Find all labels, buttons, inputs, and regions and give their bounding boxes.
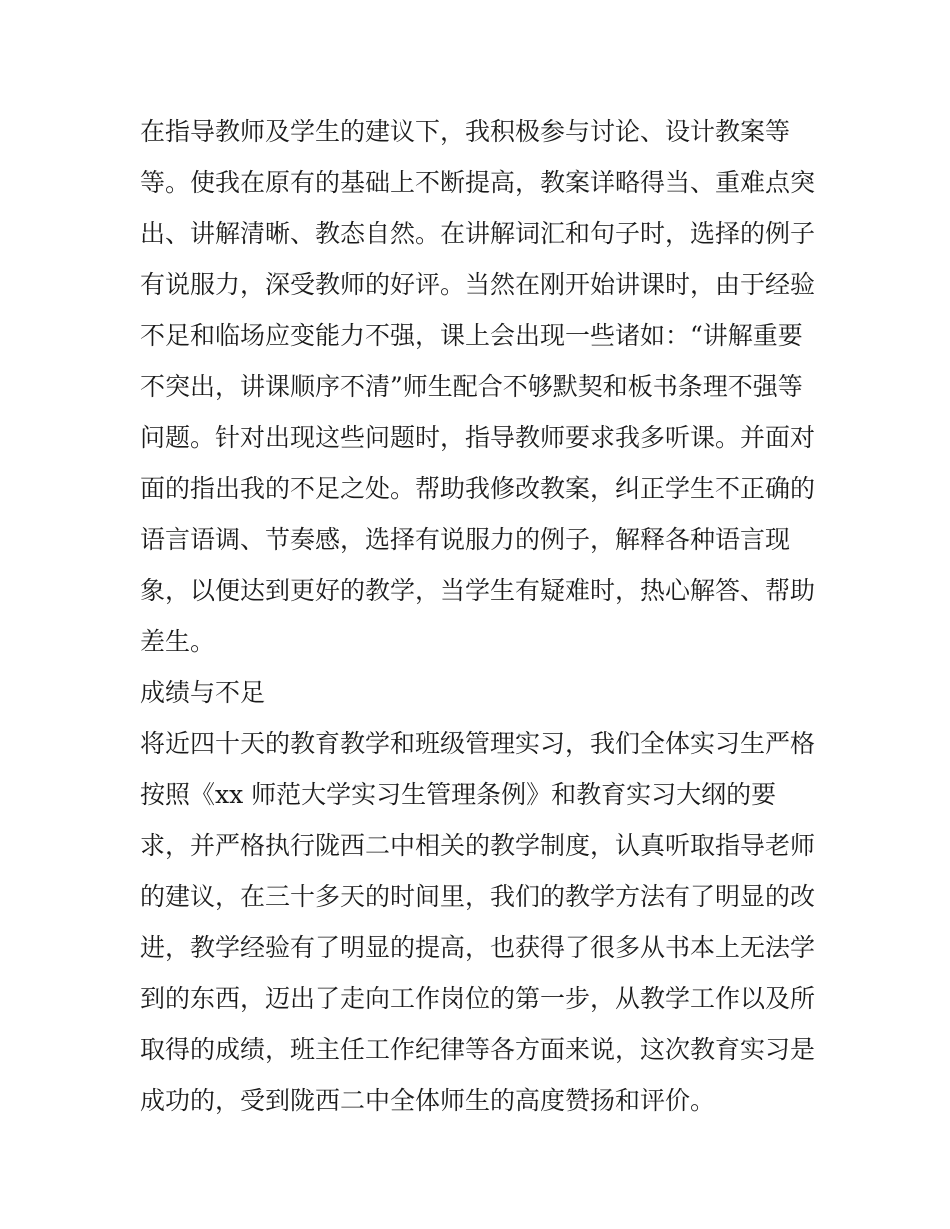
- text-line: 将近四十天的教育教学和班级管理实习，我们全体实习生严格: [140, 729, 816, 758]
- text-line: 语言语调、节奏感，选择有说服力的例子，解释各种语言现: [140, 525, 791, 554]
- text-line: 象，以便达到更好的教学，当学生有疑难时，热心解答、帮助: [140, 576, 816, 605]
- text-line: 成功的，受到陇西二中全体师生的高度赞扬和评价。: [140, 1086, 716, 1115]
- text-line: 等。使我在原有的基础上不断提高，教案详略得当、重难点突: [140, 168, 816, 197]
- text-line: 按照《xx 师范大学实习生管理条例》和教育实习大纲的要: [140, 780, 777, 809]
- text-line: 在指导教师及学生的建议下，我积极参与讨论、设计教案等: [140, 117, 791, 146]
- text-line: 问题。针对出现这些问题时，指导教师要求我多听课。并面对: [140, 423, 816, 452]
- text-line: 出、讲解清晰、教态自然。在讲解词汇和句子时，选择的例子: [140, 219, 816, 248]
- body-text: [140, 106, 830, 1126]
- text-line: 求，并严格执行陇西二中相关的教学制度，认真听取指导老师: [140, 831, 816, 860]
- text-line: 面的指出我的不足之处。帮助我修改教案，纠正学生不正确的: [140, 474, 816, 503]
- text-line: 进，教学经验有了明显的提高，也获得了很多从书本上无法学: [140, 933, 816, 962]
- text-line: 到的东西，迈出了走向工作岗位的第一步，从教学工作以及所: [140, 984, 816, 1013]
- text-line: 不足和临场应变能力不强，课上会出现一些诸如：“讲解重要: [140, 321, 803, 350]
- text-line: 有说服力，深受教师的好评。当然在刚开始讲课时，由于经验: [140, 270, 816, 299]
- text-line: 不突出，讲课顺序不清”师生配合不够默契和板书条理不强等: [140, 372, 803, 401]
- text-line: 取得的成绩，班主任工作纪律等各方面来说，这次教育实习是: [140, 1035, 816, 1064]
- text-line: 的建议，在三十多天的时间里，我们的教学方法有了明显的改: [140, 882, 816, 911]
- section-heading: 成绩与不足: [140, 678, 266, 707]
- text-line: 差生。: [140, 627, 216, 656]
